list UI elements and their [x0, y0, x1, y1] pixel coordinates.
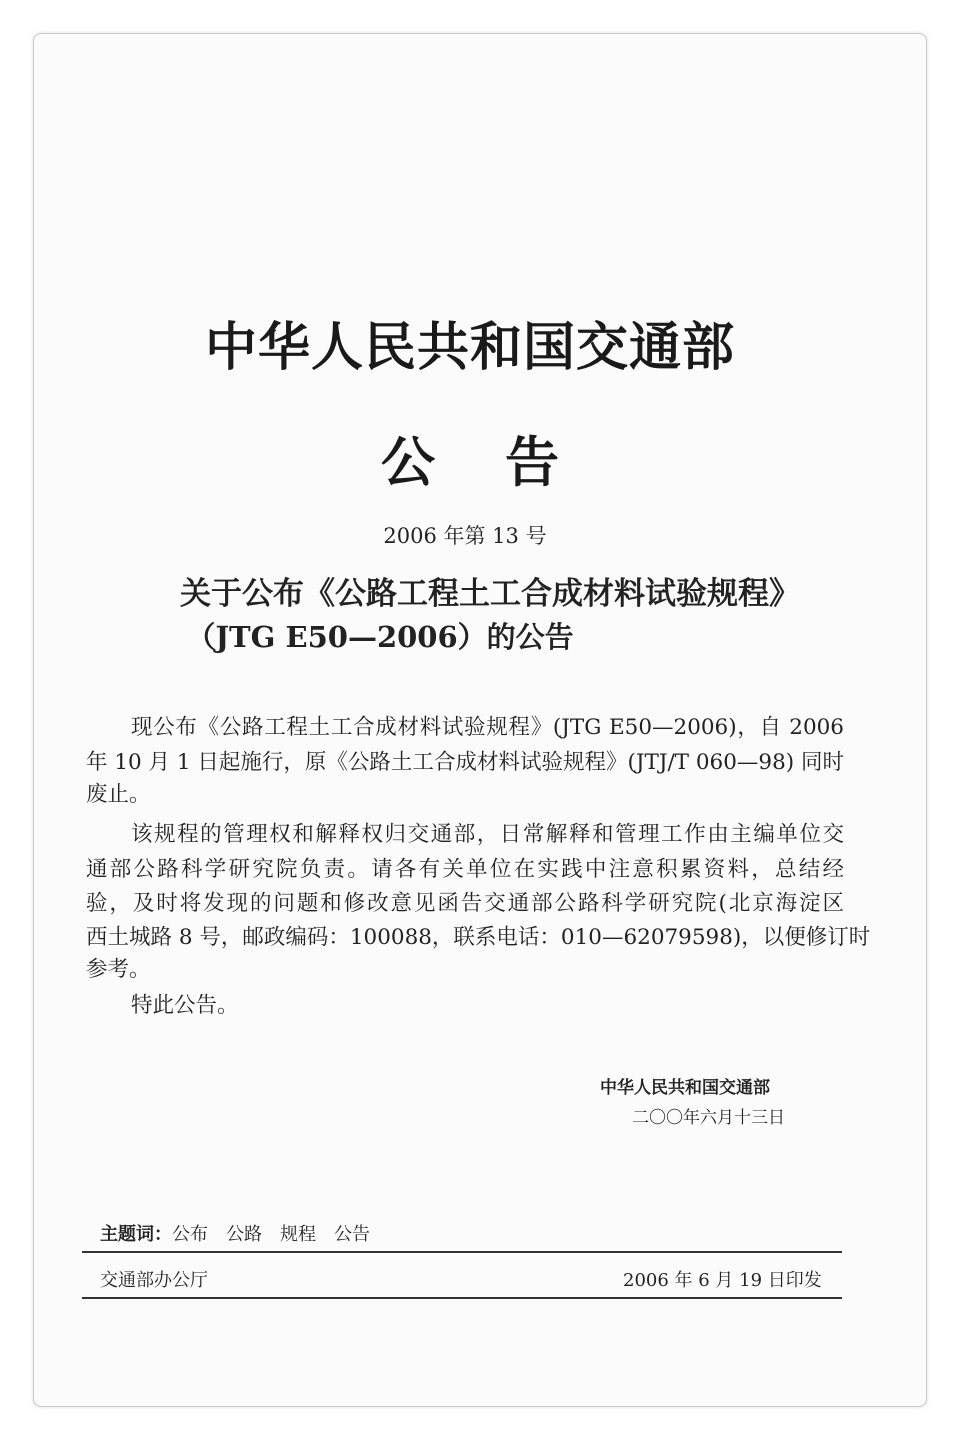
body-line: 验，及时将发现的问题和修改意见函告交通部公路科学研究院(北京海淀区 — [86, 891, 844, 916]
footer-rule-bottom — [82, 1297, 842, 1299]
body-line: 年 10 月 1 日起施行，原《公路土工合成材料试验规程》(JTJ/T 060—98) 同时 — [86, 750, 844, 775]
keywords-label: 主题词： — [100, 1224, 172, 1245]
body-line: 该规程的管理权和解释权归交通部，日常解释和管理工作由主编单位交 — [131, 822, 844, 847]
notice-title-line2: （JTG E50—2006）的公告 — [186, 620, 574, 654]
keywords: 公布 公路 规程 公告 — [172, 1224, 370, 1245]
signature-date: 二〇〇年六月十三日 — [632, 1108, 785, 1128]
doc-number: 2006 年第 13 号 — [383, 524, 547, 548]
body-line: 特此公告。 — [131, 993, 239, 1018]
doc-type-heading: 公告 — [381, 431, 629, 494]
issuer-signature: 中华人民共和国交通部 — [600, 1078, 770, 1098]
ministry-heading: 中华人民共和国交通部 — [204, 318, 735, 378]
body-line: 西土城路 8 号，邮政编码：100088，联系电话：010—62079598)，以便修订时 — [86, 925, 871, 950]
issuing-office: 交通部办公厅 — [100, 1270, 208, 1291]
body-line: 通部公路科学研究院负责。请各有关单位在实践中注意积累资料，总结经 — [86, 857, 844, 882]
notice-title-line1: 关于公布《公路工程土工合成材料试验规程》 — [180, 576, 800, 612]
footer-rule-top — [82, 1251, 842, 1253]
body-line: 参考。 — [86, 957, 151, 982]
print-date: 2006 年 6 月 19 日印发 — [623, 1270, 822, 1291]
body-line: 废止。 — [86, 782, 151, 807]
keywords-row — [100, 1220, 370, 1246]
body-line: 现公布《公路工程土工合成材料试验规程》(JTG E50—2006)，自 2006 — [131, 715, 844, 740]
